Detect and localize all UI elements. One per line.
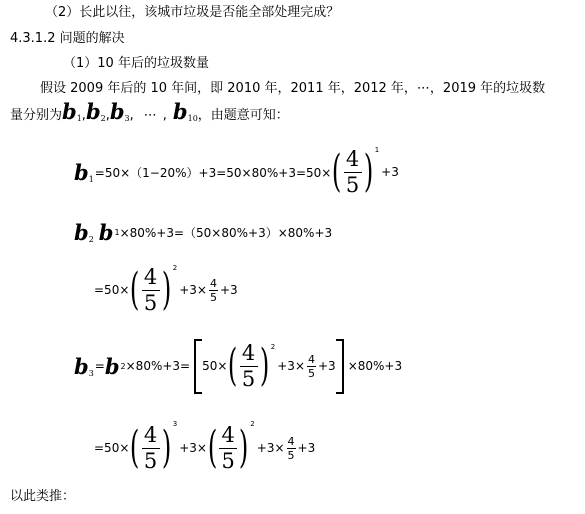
- right-paren: ): [161, 422, 171, 473]
- symbol-b3: $b_3$: [109, 99, 130, 124]
- equation-text: +3: [297, 441, 316, 455]
- left-paren: (: [130, 264, 140, 315]
- left-paren: (: [332, 146, 342, 197]
- comma: ,: [162, 107, 167, 123]
- equation-text: =50×: [94, 283, 130, 297]
- symbol-b1: $b_1$: [74, 159, 94, 185]
- right-paren: ): [161, 264, 171, 315]
- left-paren: (: [207, 422, 218, 473]
- symbol-b1: $b_1$: [62, 99, 82, 124]
- equation-text: =50×: [94, 441, 130, 455]
- equation-b2: [74, 218, 332, 246]
- equation-text: ×80%+3=（50×80%+3）×80%+3: [119, 225, 333, 240]
- fraction-4-5: $\frac{4}{5}$: [240, 343, 258, 390]
- fraction-4-5: $\frac{4}{5}$: [142, 425, 160, 472]
- section-heading: 4.3.1.2 问题的解决: [10, 31, 125, 46]
- small-fraction-4-5: 4 5: [308, 352, 315, 380]
- symbol-b2: $b_2$: [85, 99, 106, 124]
- equation-text: +3×: [179, 283, 207, 297]
- symbol-b1: b: [98, 219, 114, 245]
- left-paren: (: [130, 422, 140, 473]
- equation-text: =: [94, 359, 105, 373]
- exponent: 2: [250, 420, 255, 428]
- equation-b3-expanded: [94, 420, 315, 476]
- times-80-plus-3-prefix: ×80%+3=: [125, 359, 191, 373]
- equation-b2-expanded: [94, 264, 238, 316]
- comma: ,: [105, 107, 110, 123]
- fraction-4-5: $\frac{4}{5}$: [344, 149, 362, 196]
- equation-text: =50×（1−20%）+3=50×80%+3=50×: [94, 165, 332, 180]
- equation-text: +3×: [277, 359, 305, 373]
- equation-text: +3: [381, 165, 399, 179]
- comma: ,: [81, 107, 86, 123]
- equation-text: +3×: [179, 441, 207, 455]
- subscript: 1: [114, 227, 120, 237]
- fraction-4-5: $\frac{4}{5}$: [219, 425, 237, 472]
- question-2: （2）长此以往，该城市垃圾是否能全部处理完成？: [45, 5, 340, 20]
- equation-text: +3: [318, 359, 336, 373]
- bracket-group: [194, 339, 344, 394]
- exponent: 2: [270, 342, 276, 351]
- equation-text: ×80%+3: [347, 359, 403, 373]
- paragraph-line-1: 假设 2009 年后的 10 年间，即 2010 年，2011 年，2012 年，⋯，2019 年的垃圾数: [40, 81, 546, 96]
- symbol-b2: b: [104, 353, 120, 379]
- symbol-b3: $b_3$: [74, 353, 94, 379]
- small-fraction-4-5: 4 5: [209, 276, 217, 304]
- equation-b3: [74, 334, 402, 398]
- right-paren: ): [363, 146, 373, 197]
- left-paren: (: [228, 340, 238, 391]
- equation-text: +3: [219, 283, 238, 297]
- exponent: 3: [172, 420, 178, 428]
- paragraph-suffix: ，由题意可知：: [197, 107, 289, 123]
- equation-b1: [74, 146, 399, 198]
- fraction-4-5: $\frac{4}{5}$: [142, 267, 160, 314]
- right-paren: ): [259, 340, 269, 391]
- exponent: 2: [172, 264, 178, 272]
- right-paren: ): [238, 422, 249, 473]
- closing-text: 以此类推：: [10, 489, 76, 504]
- equation-text: +3×: [256, 441, 285, 455]
- paragraph-prefix: 量分别为: [10, 107, 63, 123]
- ellipsis: ⋯: [143, 107, 157, 123]
- symbol-b10: $b_{10}$: [172, 99, 198, 124]
- subheading-10-years: （1）10 年后的垃圾数量: [63, 56, 209, 71]
- equation-text: 50×: [202, 359, 228, 373]
- paragraph-line-2: [10, 99, 289, 128]
- subscript: 2: [120, 361, 126, 371]
- symbol-b2: $b_2$: [74, 219, 94, 245]
- small-fraction-4-5: 4 5: [287, 434, 295, 462]
- comma: ,: [129, 107, 134, 123]
- exponent: 1: [374, 146, 380, 154]
